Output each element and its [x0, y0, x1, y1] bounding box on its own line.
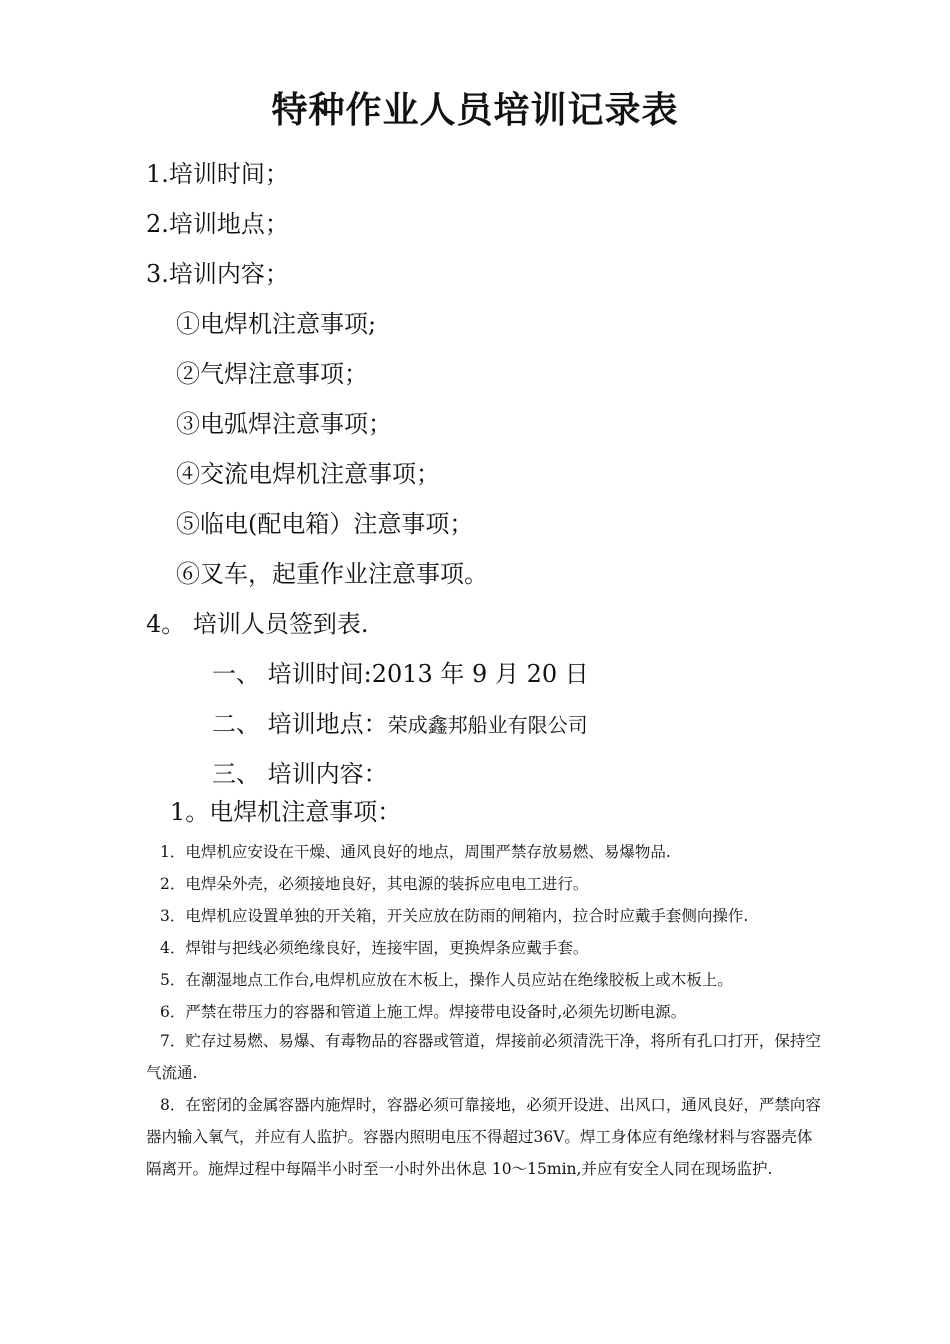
section-heading: 1。电焊机注意事项：: [170, 798, 402, 826]
content-item-1: ①电焊机注意事项;: [176, 310, 377, 338]
record-place-value: 荣成鑫邦船业有限公司: [387, 713, 588, 737]
outline-item-time: 1.培训时间；: [146, 160, 289, 188]
content-item-4: ④交流电焊机注意事项；: [176, 460, 440, 488]
rule-2: 2．电焊朵外壳，必须接地良好，其电源的装拆应电电工进行。: [160, 875, 589, 893]
record-content: 三、 培训内容：: [212, 760, 388, 788]
content-item-2: ②气焊注意事项；: [176, 360, 368, 388]
content-item-3: ③电弧焊注意事项；: [176, 410, 392, 438]
document-title: 特种作业人员培训记录表: [271, 90, 679, 131]
record-place-label: 二、 培训地点：: [212, 710, 388, 738]
outline-item-content: 3.培训内容；: [146, 260, 289, 288]
rule-3: 3．电焊机应设置单独的开关箱，开关应放在防雨的闸箱内，拉合时应戴手套侧向操作.: [160, 907, 749, 925]
content-item-5: ⑤临电(配电箱）注意事项；: [176, 510, 474, 538]
rule-6: 6．严禁在带压力的容器和管道上施工焊。焊接带电设备时,必须先切断电源。: [160, 1003, 687, 1021]
rule-7: 7．贮存过易燃、易爆、有毒物品的容器或管道，焊接前必须清洗干净，将所有孔口打开，保持空气流通.: [146, 1032, 821, 1082]
rule-4: 4．焊钳与把线必须绝缘良好，连接牢固，更换焊条应戴手套。: [160, 939, 589, 957]
signin-heading: 4。 培训人员签到表.: [146, 610, 369, 638]
record-time: 一、 培训时间:2013 年 9 月 20 日: [212, 660, 589, 688]
content-item-6: ⑥叉车，起重作业注意事项。: [176, 560, 488, 588]
rule-8: 8．在密闭的金属容器内施焊时，容器必须可靠接地，必须开设进、出风口，通风良好，严禁向容器内输入氧气，并应有人监护。容器内照明电压不得超过36V。焊工身体应有绝缘材料与容器壳体隔离开。施焊过程中每隔半小时至一小时外出休息 10～15min,并应有安全人同在现场监护.: [146, 1096, 821, 1178]
rule-5: 5．在潮湿地点工作台,电焊机应放在木板上，操作人员应站在绝缘胶板上或木板上。: [160, 971, 733, 989]
record-place: [212, 704, 588, 739]
outline-item-place: 2.培训地点；: [146, 210, 289, 238]
rule-1: 1．电焊机应安设在干燥、通风良好的地点，周围严禁存放易燃、易爆物品.: [160, 843, 671, 861]
